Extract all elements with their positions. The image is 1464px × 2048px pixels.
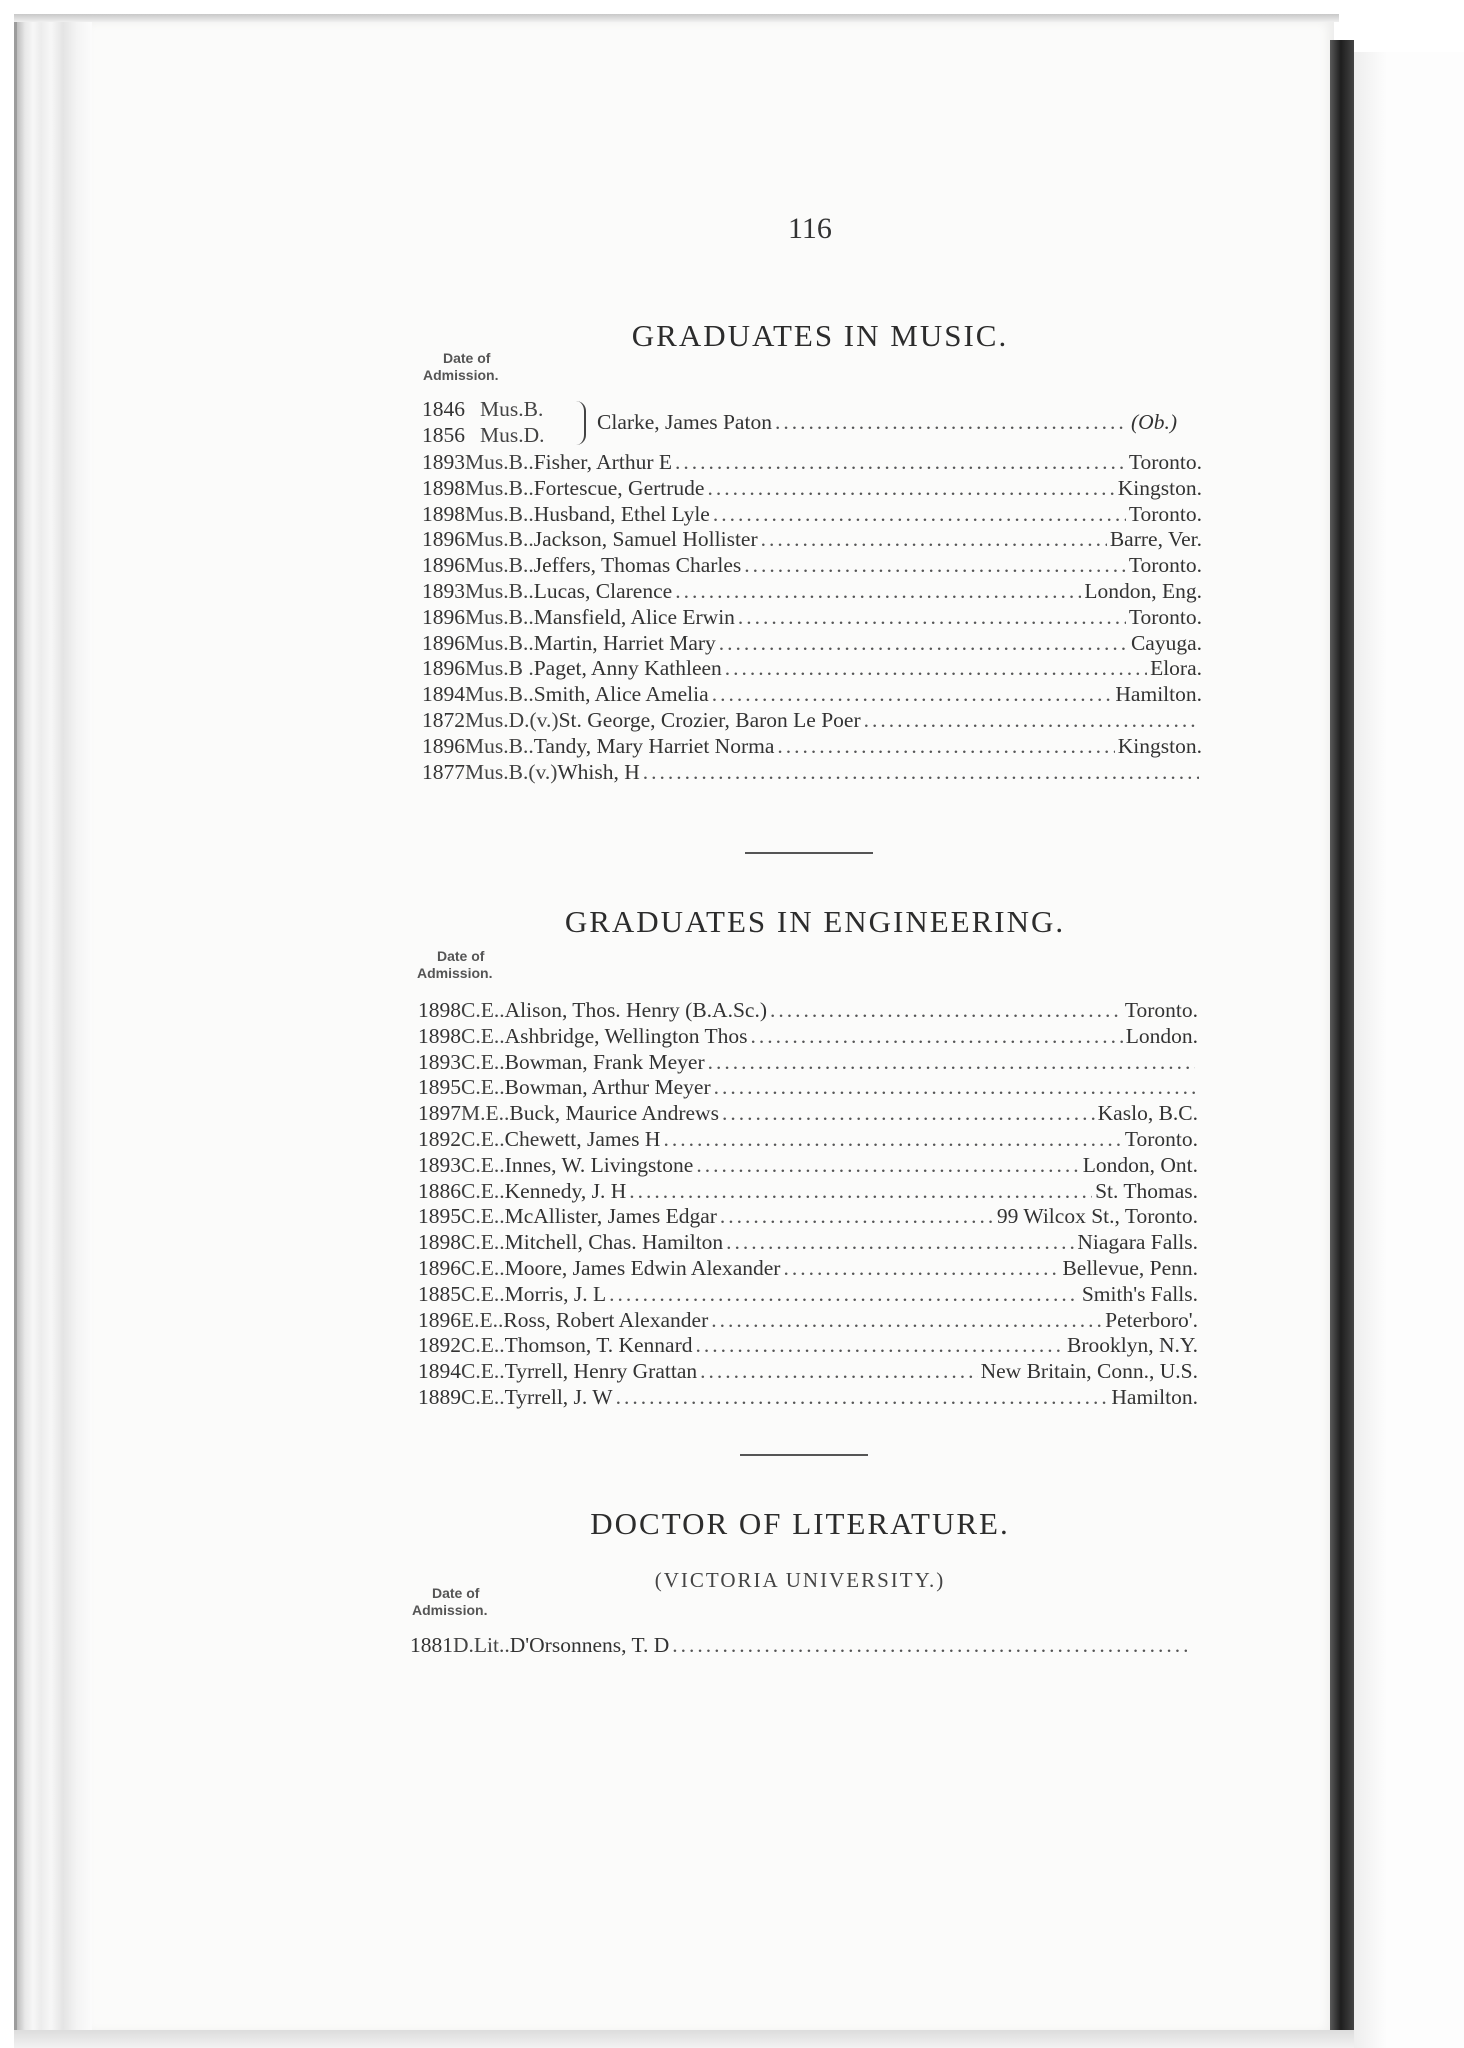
entry-place: Barre, Ver. <box>1109 527 1202 552</box>
entry-name: Jeffers, Thomas Charles <box>533 553 742 578</box>
entry-place: Peterboro'. <box>1105 1307 1198 1332</box>
entry-name: Whish, H <box>557 759 640 784</box>
leader-dots <box>711 1308 1102 1333</box>
entry-place: London, Eng. <box>1084 578 1202 603</box>
list-item <box>422 656 1202 682</box>
book-page-edges <box>14 20 95 2032</box>
entry-name: Jackson, Samuel Hollister <box>533 527 758 552</box>
leader-dots <box>672 1633 1187 1658</box>
entry-date: 1898 <box>418 1023 461 1048</box>
entry-place: Hamilton. <box>1111 1384 1198 1409</box>
entry-date: 1896 <box>422 604 465 629</box>
list-item <box>418 998 1198 1024</box>
leader-dots <box>738 605 1126 630</box>
leader-dots <box>761 527 1107 552</box>
entry-place: New Britain, Conn., U.S. <box>980 1359 1198 1384</box>
list-item <box>422 502 1202 528</box>
list-item <box>418 1179 1198 1205</box>
entry-degree: E.E.. <box>461 1307 504 1332</box>
entry-date: 1898 <box>418 1230 461 1255</box>
entry-date: 1895 <box>418 1075 461 1100</box>
leader-dots <box>783 1256 1059 1281</box>
entry-date: 1893 <box>418 1049 461 1074</box>
literature-date-column-label <box>412 1585 487 1619</box>
music-date-column-label <box>423 350 498 384</box>
entry-name: Kennedy, J. H <box>504 1178 627 1203</box>
leader-dots <box>696 1333 1064 1358</box>
entry-place: Toronto. <box>1128 604 1202 629</box>
entry-degree: C.E.. <box>461 998 505 1022</box>
engineering-section-title: GRADUATES IN ENGINEERING. <box>564 904 1066 939</box>
entry-name: Paget, Anny Kathleen <box>533 656 722 681</box>
entry-name: Tandy, Mary Harriet Norma <box>533 733 775 758</box>
entry-date: 1895 <box>418 1204 461 1229</box>
list-item <box>418 1204 1198 1230</box>
music-entries-list <box>422 450 1202 785</box>
entry-degree: C.E.. <box>461 1230 505 1255</box>
entry-place: Brooklyn, N.Y. <box>1066 1333 1198 1358</box>
entry-degree: Mus.D.(v.) <box>465 707 559 732</box>
list-item <box>422 450 1202 476</box>
leader-dots <box>722 1101 1095 1126</box>
entry-date: 1898 <box>422 475 465 500</box>
entry-degree: Mus.B . <box>465 656 534 681</box>
entry-degree: C.E.. <box>461 1281 505 1306</box>
entry-date: 1896 <box>422 630 465 655</box>
leader-dots <box>708 1050 1195 1075</box>
entry-date: 1893 <box>418 1152 461 1177</box>
book-gutter <box>1330 40 1354 2030</box>
entry-date: 1893 <box>422 578 465 603</box>
entry-name: Martin, Harriet Mary <box>533 630 716 655</box>
entry-place: Bellevue, Penn. <box>1062 1255 1198 1280</box>
entry-name: Tyrrell, Henry Grattan <box>504 1359 698 1384</box>
entry-name: D'Orsonnens, T. D <box>509 1633 670 1657</box>
entry-date: 1881 <box>410 1633 453 1657</box>
leader-dots <box>751 1024 1123 1049</box>
entry-date: 1846 <box>422 397 465 421</box>
entry-place: 99 Wilcox St., Toronto. <box>996 1204 1198 1229</box>
list-item <box>418 1075 1198 1101</box>
entry-date: 1898 <box>418 998 461 1022</box>
list-item <box>422 760 1202 786</box>
entry-degree: Mus.B.(v.) <box>465 759 558 784</box>
list-item <box>418 1333 1198 1359</box>
entry-date: 1872 <box>422 707 465 732</box>
entry-name: Morris, J. L <box>504 1281 607 1306</box>
entry-date: 1894 <box>422 682 465 707</box>
facing-page <box>1354 52 1464 2048</box>
entry-name: Bowman, Arthur Meyer <box>504 1075 711 1100</box>
entry-place: Elora. <box>1150 656 1202 681</box>
entry-degree: Mus.B.. <box>465 733 534 758</box>
leader-dots <box>864 708 1199 733</box>
list-item <box>422 579 1202 605</box>
list-item <box>422 734 1202 760</box>
entry-degree: C.E.. <box>461 1075 505 1100</box>
entry-place: London. <box>1125 1023 1198 1048</box>
entry-place: Toronto. <box>1124 1126 1198 1151</box>
entry-date: 1892 <box>418 1333 461 1358</box>
list-item <box>418 1050 1198 1076</box>
list-item <box>422 605 1202 631</box>
page-number: 116 <box>788 212 832 245</box>
leader-dots <box>720 1204 994 1229</box>
leader-dots <box>696 1153 1079 1178</box>
entry-degree: Mus.B.. <box>465 553 534 578</box>
list-item <box>422 527 1202 553</box>
entry-date: 1896 <box>422 733 465 758</box>
leader-dots <box>719 631 1128 656</box>
section-divider <box>740 1454 868 1456</box>
entry-place: Kingston. <box>1117 733 1202 758</box>
list-item <box>418 1359 1198 1385</box>
brace-bracket <box>574 401 586 445</box>
list-item <box>418 1024 1198 1050</box>
entry-name: Alison, Thos. Henry (B.A.Sc.) <box>504 998 767 1022</box>
leader-dots <box>675 450 1126 475</box>
leader-dots <box>770 998 1122 1023</box>
entry-date: 1886 <box>418 1178 461 1203</box>
literature-subtitle: (VICTORIA UNIVERSITY.) <box>654 1568 946 1592</box>
entry-name: Fortescue, Gertrude <box>533 475 705 500</box>
list-item <box>422 708 1202 734</box>
entry-degree: C.E.. <box>461 1178 505 1203</box>
entry-degree: D.Lit.. <box>453 1633 510 1657</box>
list-item <box>418 1308 1198 1334</box>
entry-degree: Mus.B.. <box>465 578 534 603</box>
entry-place: Smith's Falls. <box>1081 1281 1198 1306</box>
entry-place: Niagara Falls. <box>1077 1230 1198 1255</box>
entry-degree: C.E.. <box>461 1384 505 1409</box>
leader-dots <box>700 1359 977 1384</box>
leader-dots <box>726 1230 1074 1255</box>
entry-name: Mitchell, Chas. Hamilton <box>504 1230 724 1255</box>
entry-degree: C.E.. <box>461 1023 505 1048</box>
entry-degree: C.E.. <box>461 1049 505 1074</box>
entry-name: Smith, Alice Amelia <box>533 682 709 707</box>
list-item <box>418 1101 1198 1127</box>
entry-degree: Mus.B.. <box>465 475 534 500</box>
entry-degree: C.E.. <box>461 1204 505 1229</box>
entry-date: 1856 <box>422 422 465 447</box>
entry-name: Ross, Robert Alexander <box>503 1307 709 1332</box>
entry-name: Clarke, James Paton <box>597 410 772 434</box>
date-of-label: Date of <box>437 948 485 964</box>
list-item <box>422 476 1202 502</box>
leader-dots <box>643 760 1199 785</box>
entry-degree: Mus.B.. <box>465 682 534 707</box>
admission-label: Admission. <box>412 1602 488 1618</box>
entry-name: Thomson, T. Kennard <box>504 1333 693 1358</box>
entry-date: 1877 <box>422 759 465 784</box>
entry-name: Tyrrell, J. W <box>504 1384 613 1409</box>
entry-place: Toronto. <box>1128 501 1202 526</box>
entry-degree: C.E.. <box>461 1126 505 1151</box>
entry-degree: Mus.B.. <box>465 450 534 474</box>
entry-degree: Mus.B.. <box>465 527 534 552</box>
literature-entries-list <box>410 1633 1190 1659</box>
entry-place: Kaslo, B.C. <box>1097 1101 1198 1126</box>
entry-place: Hamilton. <box>1115 682 1202 707</box>
leader-dots <box>616 1385 1109 1410</box>
entry-name: Fisher, Arthur E <box>533 450 672 474</box>
entry-name: Husband, Ethel Lyle <box>533 501 710 526</box>
entry-degree: Mus.B.. <box>465 604 534 629</box>
leader-dots <box>744 553 1126 578</box>
book-top-edge <box>14 14 1339 22</box>
entry-name: Moore, James Edwin Alexander <box>504 1255 781 1280</box>
entry-degree: Mus.D. <box>480 422 545 447</box>
entry-place: London, Ont. <box>1082 1152 1198 1177</box>
entry-place: St. Thomas. <box>1095 1178 1198 1203</box>
entry-date: 1896 <box>422 656 465 681</box>
music-section-title: GRADUATES IN MUSIC. <box>631 318 1009 353</box>
entry-degree: C.E.. <box>461 1333 505 1358</box>
entry-date: 1897 <box>418 1101 461 1126</box>
entry-date: 1885 <box>418 1281 461 1306</box>
entry-date: 1893 <box>422 450 465 474</box>
admission-label: Admission. <box>417 965 493 981</box>
entry-date: 1896 <box>422 553 465 578</box>
literature-section-title: DOCTOR OF LITERATURE. <box>590 1506 1010 1541</box>
entry-name: Mansfield, Alice Erwin <box>533 604 735 629</box>
entry-name: St. George, Crozier, Baron Le Poer <box>558 707 861 732</box>
entry-place: Cayuga. <box>1130 630 1202 655</box>
entry-name: Buck, Maurice Andrews <box>509 1101 719 1126</box>
section-divider <box>745 852 873 854</box>
entry-place: Toronto. <box>1128 450 1202 474</box>
entry-name: McAllister, James Edgar <box>504 1204 717 1229</box>
entry-name: Lucas, Clarence <box>533 578 673 603</box>
entry-place: Kingston. <box>1117 475 1202 500</box>
entry-name: Chewett, James H <box>504 1126 661 1151</box>
entry-date: 1896 <box>422 527 465 552</box>
entry-degree: C.E.. <box>461 1152 505 1177</box>
leader-dots <box>714 1075 1195 1100</box>
list-item <box>422 682 1202 708</box>
leader-dots <box>725 656 1147 681</box>
list-item <box>418 1153 1198 1179</box>
date-of-label: Date of <box>443 350 491 366</box>
entry-degree: C.E.. <box>461 1255 505 1280</box>
leader-dots <box>663 1127 1121 1152</box>
entry-date: 1898 <box>422 501 465 526</box>
list-item <box>418 1385 1198 1411</box>
entry-date: 1889 <box>418 1384 461 1409</box>
leader-dots <box>712 682 1113 707</box>
entry-degree: Mus.B.. <box>465 630 534 655</box>
list-item <box>418 1230 1198 1256</box>
entry-name: Ashbridge, Wellington Thos <box>504 1023 748 1048</box>
entry-date: 1894 <box>418 1359 461 1384</box>
list-item <box>410 1633 1190 1659</box>
entry-place: (Ob.) <box>1131 410 1177 434</box>
admission-label: Admission. <box>423 367 499 383</box>
entry-degree: C.E.. <box>461 1359 505 1384</box>
clarke-name-line <box>597 410 1177 435</box>
entry-date: 1896 <box>418 1255 461 1280</box>
leader-dots <box>713 502 1126 527</box>
entry-name: Innes, W. Livingstone <box>504 1152 694 1177</box>
entry-degree: Mus.B.. <box>465 501 534 526</box>
entry-name: Bowman, Frank Meyer <box>504 1049 705 1074</box>
leader-dots <box>775 410 1128 435</box>
date-of-label: Date of <box>432 1585 480 1601</box>
clarke-entry <box>422 397 1202 449</box>
list-item <box>418 1282 1198 1308</box>
leader-dots <box>609 1282 1079 1307</box>
entry-degree: Mus.B. <box>480 397 544 421</box>
list-item <box>422 631 1202 657</box>
list-item <box>418 1127 1198 1153</box>
leader-dots <box>629 1179 1092 1204</box>
entry-date: 1892 <box>418 1126 461 1151</box>
leader-dots <box>707 476 1114 501</box>
leader-dots <box>675 579 1081 604</box>
entry-degree: M.E.. <box>461 1101 510 1126</box>
entry-date: 1896 <box>418 1307 461 1332</box>
list-item <box>418 1256 1198 1282</box>
entry-place: Toronto. <box>1128 553 1202 578</box>
entry-place: Toronto. <box>1124 998 1198 1022</box>
book-bottom-edge <box>14 2030 1354 2048</box>
engineering-entries-list <box>418 998 1198 1411</box>
leader-dots <box>777 734 1114 759</box>
engineering-date-column-label <box>417 948 492 982</box>
list-item <box>422 553 1202 579</box>
